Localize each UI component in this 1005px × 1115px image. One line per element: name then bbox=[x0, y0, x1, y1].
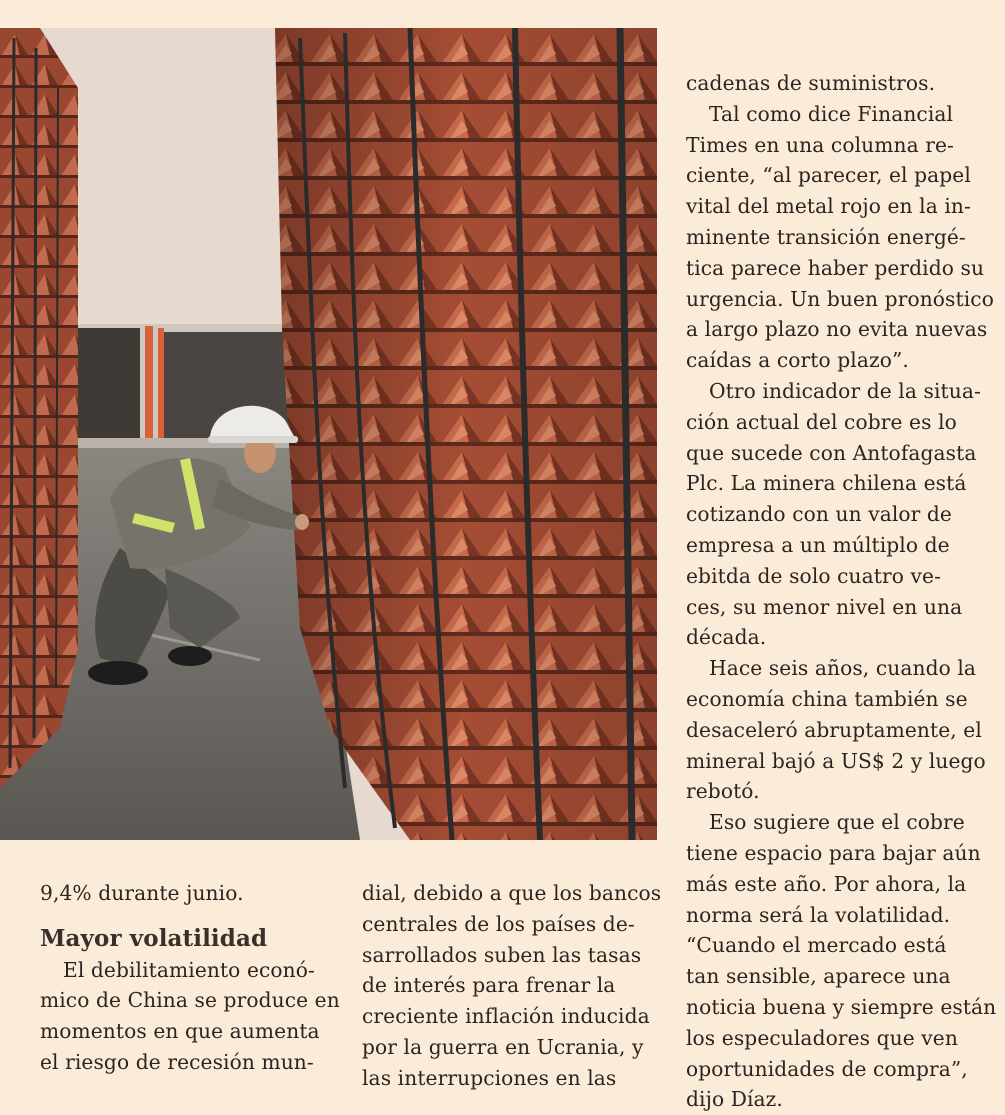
text-line: las interrupciones en las bbox=[362, 1065, 617, 1090]
text-line: tiene espacio para bajar aún bbox=[686, 840, 981, 865]
text-line: Otro indicador de la situa- bbox=[709, 378, 981, 403]
text-line: desaceleró abruptamente, el bbox=[686, 717, 982, 742]
text-line: los especuladores que ven bbox=[686, 1025, 958, 1050]
text-line: vital del metal rojo en la in- bbox=[686, 194, 971, 219]
text-line: cotizando con un valor de bbox=[686, 502, 952, 527]
text-line: ción actual del cobre es lo bbox=[686, 409, 957, 434]
text-line: momentos en que aumenta bbox=[40, 1019, 320, 1044]
article-photo bbox=[0, 28, 657, 840]
text-line: mineral bajó a US$ 2 y luego bbox=[686, 748, 986, 773]
text-line: Tal como dice Financial bbox=[709, 101, 954, 126]
text-line: cadenas de suministros. bbox=[686, 71, 936, 95]
text-line: “Cuando el mercado está bbox=[686, 933, 947, 958]
text-line: más este año. Por ahora, la bbox=[686, 871, 967, 896]
text-line: mico de China se produce en bbox=[40, 988, 340, 1013]
text-line: ces, su menor nivel en una bbox=[686, 594, 963, 619]
text-line: tan sensible, aparece una bbox=[686, 964, 951, 989]
text-line: dijo Díaz. bbox=[686, 1087, 783, 1112]
text-line: Hace seis años, cuando la bbox=[709, 656, 977, 681]
text-line: Eso sugiere que el cobre bbox=[709, 810, 965, 835]
text-line: rebotó. bbox=[686, 779, 760, 804]
text-line: tica parece haber perdido su bbox=[686, 255, 985, 280]
text-line: noticia buena y siempre están bbox=[686, 994, 997, 1019]
text-line: Plc. La minera chilena está bbox=[686, 471, 967, 496]
text-line: minente transición energé- bbox=[686, 224, 966, 249]
text-line: 9,4% durante junio. bbox=[40, 881, 244, 905]
section-subheading: Mayor volatilidad bbox=[40, 924, 268, 952]
text-line: de interés para frenar la bbox=[362, 973, 616, 998]
text-line: a largo plazo no evita nuevas bbox=[686, 317, 988, 342]
text-line: norma será la volatilidad. bbox=[686, 902, 951, 927]
copper-ingots-photo-icon bbox=[0, 28, 657, 840]
text-line: El debilitamiento econó- bbox=[63, 957, 315, 982]
text-line: sarrollados suben las tasas bbox=[362, 942, 642, 967]
article-column-right bbox=[686, 68, 996, 1115]
text-line: economía china también se bbox=[686, 686, 968, 711]
text-line: dial, debido a que los bancos bbox=[362, 881, 662, 905]
text-line: Times en una columna re- bbox=[686, 132, 954, 157]
text-line: década. bbox=[686, 625, 767, 650]
text-line: ebitda de solo cuatro ve- bbox=[686, 563, 941, 588]
article-column-left bbox=[40, 878, 340, 1078]
text-line: oportunidades de compra”, bbox=[686, 1056, 968, 1081]
text-line: por la guerra en Ucrania, y bbox=[362, 1034, 644, 1059]
text-line: urgencia. Un buen pronóstico bbox=[686, 286, 994, 311]
text-line: centrales de los países de- bbox=[362, 911, 635, 936]
article-column-middle bbox=[362, 878, 661, 1094]
text-line: empresa a un múltiplo de bbox=[686, 532, 950, 557]
text-line: caídas a corto plazo”. bbox=[686, 348, 909, 373]
text-line: creciente inflación inducida bbox=[362, 1004, 650, 1029]
text-line: el riesgo de recesión mun- bbox=[40, 1049, 314, 1074]
text-line: que sucede con Antofagasta bbox=[686, 440, 977, 465]
text-line: ciente, “al parecer, el papel bbox=[686, 163, 971, 188]
